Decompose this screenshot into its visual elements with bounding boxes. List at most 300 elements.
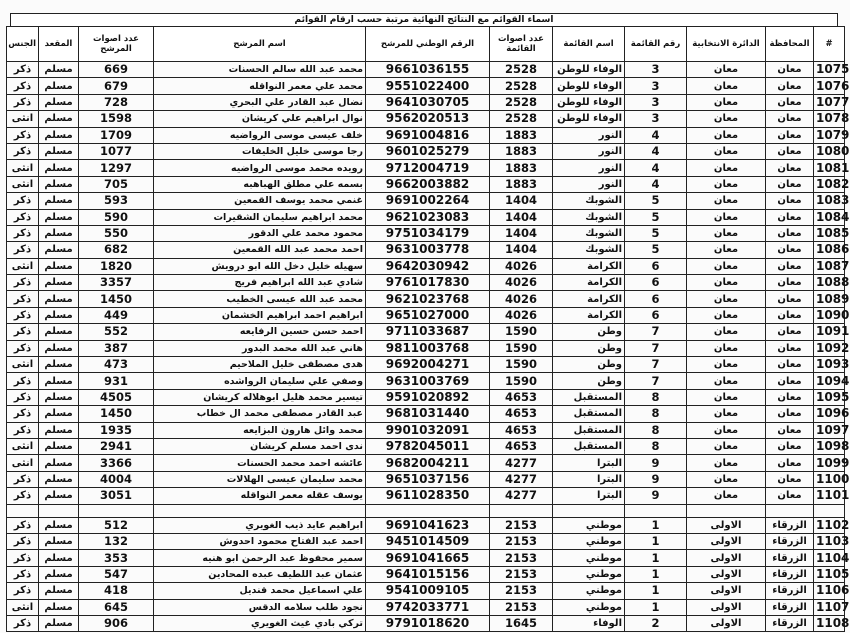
list-votes-cell: 1404: [490, 193, 553, 209]
row-index: 1097: [814, 422, 845, 438]
district-cell: معان: [687, 357, 766, 373]
table-row: [7, 62, 845, 78]
candidate-votes-cell: 931: [79, 373, 154, 389]
row-index: 1108: [814, 615, 845, 631]
national-id-cell: 9551022400: [366, 78, 490, 94]
list-votes-cell: 1590: [490, 340, 553, 356]
district-cell: معان: [687, 455, 766, 471]
seat-cell: مسلم: [39, 566, 79, 582]
gender-cell: انثى: [7, 455, 39, 471]
seat-cell: مسلم: [39, 78, 79, 94]
row-index: 1082: [814, 176, 845, 192]
list-votes-cell: 4026: [490, 291, 553, 307]
gender-cell: ذكر: [7, 193, 39, 209]
row-index: 1105: [814, 566, 845, 582]
candidate-votes-cell: 132: [79, 533, 154, 549]
header-list-name: اسم القائمة: [553, 27, 625, 62]
candidate-votes-cell: 353: [79, 550, 154, 566]
separator-cell: [814, 504, 845, 517]
district-cell: معان: [687, 209, 766, 225]
gender-cell: انثى: [7, 599, 39, 615]
gender-cell: ذكر: [7, 566, 39, 582]
list-name-cell: البترا: [553, 488, 625, 504]
separator-cell: [79, 504, 154, 517]
candidate-votes-cell: 593: [79, 193, 154, 209]
governorate-cell: معان: [766, 242, 814, 258]
table-row: [7, 176, 845, 192]
separator-cell: [687, 504, 766, 517]
candidate-votes-cell: 418: [79, 583, 154, 599]
row-index: 1089: [814, 291, 845, 307]
list-name-cell: الشوبك: [553, 225, 625, 241]
national-id-cell: 9621023083: [366, 209, 490, 225]
district-cell: معان: [687, 225, 766, 241]
national-id-cell: 9631003778: [366, 242, 490, 258]
list-number-cell: 7: [625, 373, 687, 389]
national-id-cell: 9631003769: [366, 373, 490, 389]
row-index: 1076: [814, 78, 845, 94]
national-id-cell: 9711033687: [366, 324, 490, 340]
gender-cell: ذكر: [7, 291, 39, 307]
candidate-name-cell: شادي عبد الله ابراهيم فريج: [154, 275, 366, 291]
list-votes-cell: 4653: [490, 389, 553, 405]
district-cell: معان: [687, 143, 766, 159]
seat-cell: مسلم: [39, 94, 79, 110]
row-index: 1102: [814, 517, 845, 533]
gender-cell: ذكر: [7, 533, 39, 549]
gender-cell: ذكر: [7, 324, 39, 340]
list-number-cell: 6: [625, 275, 687, 291]
national-id-cell: 9691041623: [366, 517, 490, 533]
row-index: 1101: [814, 488, 845, 504]
list-name-cell: النور: [553, 176, 625, 192]
seat-cell: مسلم: [39, 455, 79, 471]
candidate-votes-cell: 1450: [79, 406, 154, 422]
list-number-cell: 8: [625, 438, 687, 454]
list-votes-cell: 2153: [490, 517, 553, 533]
row-index: 1092: [814, 340, 845, 356]
district-cell: معان: [687, 291, 766, 307]
candidate-name-cell: محمد وائل هارون البزايعه: [154, 422, 366, 438]
row-index: 1091: [814, 324, 845, 340]
list-votes-cell: 4026: [490, 275, 553, 291]
table-row: [7, 225, 845, 241]
row-index: 1094: [814, 373, 845, 389]
gender-cell: ذكر: [7, 373, 39, 389]
gender-cell: ذكر: [7, 307, 39, 323]
seat-cell: مسلم: [39, 406, 79, 422]
list-number-cell: 7: [625, 324, 687, 340]
national-id-cell: 9642030942: [366, 258, 490, 274]
header-national-id: الرقم الوطني للمرشح: [366, 27, 490, 62]
candidate-votes-cell: 387: [79, 340, 154, 356]
seat-cell: مسلم: [39, 583, 79, 599]
list-votes-cell: 4277: [490, 488, 553, 504]
row-index: 1085: [814, 225, 845, 241]
list-votes-cell: 4277: [490, 471, 553, 487]
list-name-cell: النور: [553, 160, 625, 176]
candidate-name-cell: وصفي علي سليمان الرواشده: [154, 373, 366, 389]
gender-cell: ذكر: [7, 275, 39, 291]
seat-cell: مسلم: [39, 340, 79, 356]
candidate-name-cell: عبد القادر مصطفى محمد ال خطاب: [154, 406, 366, 422]
national-id-cell: 9641030705: [366, 94, 490, 110]
national-id-cell: 9651027000: [366, 307, 490, 323]
national-id-cell: 9791018620: [366, 615, 490, 631]
table-row: [7, 340, 845, 356]
list-votes-cell: 2153: [490, 550, 553, 566]
candidate-name-cell: ابراهيم احمد ابراهيم الخشمان: [154, 307, 366, 323]
candidate-name-cell: بسمه علي مطلق الهباهبه: [154, 176, 366, 192]
header-index: #: [814, 27, 845, 62]
list-votes-cell: 1404: [490, 225, 553, 241]
table-row: [7, 324, 845, 340]
seat-cell: مسلم: [39, 275, 79, 291]
governorate-cell: معان: [766, 176, 814, 192]
candidate-votes-cell: 3366: [79, 455, 154, 471]
list-name-cell: موطني: [553, 550, 625, 566]
table-row: [7, 615, 845, 631]
candidate-name-cell: تركي بادي غيث الغويري: [154, 615, 366, 631]
list-votes-cell: 2153: [490, 599, 553, 615]
table-row: [7, 291, 845, 307]
list-number-cell: 1: [625, 550, 687, 566]
seat-cell: مسلم: [39, 550, 79, 566]
seat-cell: مسلم: [39, 143, 79, 159]
candidate-name-cell: محمد عبد الله عيسى الخطيب: [154, 291, 366, 307]
gender-cell: ذكر: [7, 406, 39, 422]
list-votes-cell: 1590: [490, 324, 553, 340]
candidate-name-cell: ندى احمد مسلم كريشان: [154, 438, 366, 454]
table-row: [7, 389, 845, 405]
national-id-cell: 9681031440: [366, 406, 490, 422]
district-cell: الاولى: [687, 533, 766, 549]
candidate-votes-cell: 645: [79, 599, 154, 615]
district-cell: معان: [687, 406, 766, 422]
list-votes-cell: 1883: [490, 127, 553, 143]
gender-cell: ذكر: [7, 583, 39, 599]
list-number-cell: 1: [625, 583, 687, 599]
list-votes-cell: 1883: [490, 176, 553, 192]
list-votes-cell: 1404: [490, 209, 553, 225]
seat-cell: مسلم: [39, 225, 79, 241]
row-index: 1083: [814, 193, 845, 209]
gender-cell: انثى: [7, 357, 39, 373]
candidate-votes-cell: 550: [79, 225, 154, 241]
list-number-cell: 2: [625, 615, 687, 631]
list-number-cell: 1: [625, 533, 687, 549]
row-index: 1088: [814, 275, 845, 291]
results-body: [7, 62, 850, 632]
row-index: 1098: [814, 438, 845, 454]
gender-cell: ذكر: [7, 340, 39, 356]
table-row: [7, 533, 845, 549]
gender-cell: ذكر: [7, 488, 39, 504]
candidate-votes-cell: 552: [79, 324, 154, 340]
district-cell: معان: [687, 307, 766, 323]
separator-cell: [553, 504, 625, 517]
governorate-cell: الزرقاء: [766, 517, 814, 533]
list-votes-cell: 4026: [490, 258, 553, 274]
gender-cell: انثى: [7, 111, 39, 127]
district-cell: معان: [687, 78, 766, 94]
seat-cell: مسلم: [39, 160, 79, 176]
candidate-name-cell: احمد عبد الفتاح محمود احدوش: [154, 533, 366, 549]
table-row: [7, 488, 845, 504]
candidate-votes-cell: 4004: [79, 471, 154, 487]
district-cell: معان: [687, 258, 766, 274]
table-row: [7, 566, 845, 582]
candidate-name-cell: نوال ابراهيم علي كريشان: [154, 111, 366, 127]
list-name-cell: المستقبل: [553, 422, 625, 438]
header-candidate-name: اسم المرشح: [154, 27, 366, 62]
list-number-cell: 3: [625, 62, 687, 78]
district-cell: معان: [687, 471, 766, 487]
candidate-name-cell: ابراهيم عايد ذيب الغويري: [154, 517, 366, 533]
governorate-cell: معان: [766, 389, 814, 405]
district-cell: معان: [687, 176, 766, 192]
group-separator-row: [7, 504, 845, 517]
candidate-votes-cell: 473: [79, 357, 154, 373]
governorate-cell: معان: [766, 275, 814, 291]
candidate-name-cell: احمد حسن حسين الرفايعه: [154, 324, 366, 340]
candidate-votes-cell: 1820: [79, 258, 154, 274]
governorate-cell: الزرقاء: [766, 550, 814, 566]
table-row: [7, 94, 845, 110]
table-row: [7, 438, 845, 454]
governorate-cell: معان: [766, 373, 814, 389]
list-name-cell: البترا: [553, 455, 625, 471]
list-name-cell: البترا: [553, 471, 625, 487]
national-id-cell: 9611028350: [366, 488, 490, 504]
governorate-cell: معان: [766, 471, 814, 487]
list-name-cell: موطني: [553, 533, 625, 549]
national-id-cell: 9651037156: [366, 471, 490, 487]
gender-cell: ذكر: [7, 615, 39, 631]
list-number-cell: 6: [625, 307, 687, 323]
seat-cell: مسلم: [39, 471, 79, 487]
national-id-cell: 9601025279: [366, 143, 490, 159]
candidate-name-cell: غنمي محمد يوسف القمعين: [154, 193, 366, 209]
header-governorate: المحافظة: [766, 27, 814, 62]
candidate-name-cell: سمير محفوظ عبد الرحمن ابو هنيه: [154, 550, 366, 566]
gender-cell: ذكر: [7, 143, 39, 159]
list-votes-cell: 2528: [490, 94, 553, 110]
candidate-votes-cell: 906: [79, 615, 154, 631]
gender-cell: انثى: [7, 258, 39, 274]
seat-cell: مسلم: [39, 389, 79, 405]
table-row: [7, 599, 845, 615]
candidate-votes-cell: 3357: [79, 275, 154, 291]
governorate-cell: معان: [766, 258, 814, 274]
row-index: 1086: [814, 242, 845, 258]
candidate-name-cell: سهيله خليل دخل الله ابو درويش: [154, 258, 366, 274]
list-votes-cell: 1883: [490, 160, 553, 176]
list-name-cell: الشوبك: [553, 242, 625, 258]
national-id-cell: 9751034179: [366, 225, 490, 241]
header-row: [7, 27, 845, 62]
governorate-cell: معان: [766, 340, 814, 356]
row-index: 1087: [814, 258, 845, 274]
list-name-cell: النور: [553, 143, 625, 159]
list-number-cell: 5: [625, 193, 687, 209]
list-votes-cell: 1404: [490, 242, 553, 258]
candidate-votes-cell: 3051: [79, 488, 154, 504]
national-id-cell: 9761017830: [366, 275, 490, 291]
gender-cell: ذكر: [7, 517, 39, 533]
list-name-cell: النور: [553, 127, 625, 143]
list-name-cell: موطني: [553, 599, 625, 615]
list-votes-cell: 2153: [490, 566, 553, 582]
table-row: [7, 209, 845, 225]
seat-cell: مسلم: [39, 422, 79, 438]
row-index: 1103: [814, 533, 845, 549]
list-name-cell: المستقبل: [553, 389, 625, 405]
row-index: 1079: [814, 127, 845, 143]
list-votes-cell: 2528: [490, 78, 553, 94]
governorate-cell: معان: [766, 94, 814, 110]
candidate-name-cell: تيسير محمد هليل ابوهلاله كريشان: [154, 389, 366, 405]
list-votes-cell: 1590: [490, 357, 553, 373]
governorate-cell: معان: [766, 438, 814, 454]
list-number-cell: 5: [625, 225, 687, 241]
table-row: [7, 127, 845, 143]
seat-cell: مسلم: [39, 127, 79, 143]
table-row: [7, 455, 845, 471]
gender-cell: ذكر: [7, 225, 39, 241]
district-cell: معان: [687, 275, 766, 291]
row-index: 1093: [814, 357, 845, 373]
candidate-votes-cell: 1598: [79, 111, 154, 127]
governorate-cell: الزرقاء: [766, 615, 814, 631]
candidate-votes-cell: 1709: [79, 127, 154, 143]
list-votes-cell: 4653: [490, 406, 553, 422]
governorate-cell: معان: [766, 143, 814, 159]
row-index: 1106: [814, 583, 845, 599]
separator-cell: [7, 504, 39, 517]
list-name-cell: الوفاء للوطن: [553, 94, 625, 110]
district-cell: الاولى: [687, 566, 766, 582]
district-cell: معان: [687, 340, 766, 356]
seat-cell: مسلم: [39, 615, 79, 631]
candidate-name-cell: محمد سليمان عيسى الهلالات: [154, 471, 366, 487]
header-seat: المقعد: [39, 27, 79, 62]
gender-cell: ذكر: [7, 550, 39, 566]
candidate-votes-cell: 590: [79, 209, 154, 225]
national-id-cell: 9712004719: [366, 160, 490, 176]
table-row: [7, 78, 845, 94]
list-number-cell: 3: [625, 94, 687, 110]
governorate-cell: معان: [766, 406, 814, 422]
governorate-cell: معان: [766, 357, 814, 373]
candidate-votes-cell: 4505: [79, 389, 154, 405]
list-name-cell: وطن: [553, 340, 625, 356]
governorate-cell: معان: [766, 291, 814, 307]
candidate-votes-cell: 2941: [79, 438, 154, 454]
list-name-cell: وطن: [553, 357, 625, 373]
district-cell: معان: [687, 389, 766, 405]
list-number-cell: 6: [625, 258, 687, 274]
list-number-cell: 3: [625, 111, 687, 127]
row-index: 1084: [814, 209, 845, 225]
list-number-cell: 3: [625, 78, 687, 94]
candidate-name-cell: محمود محمد علي الدقور: [154, 225, 366, 241]
seat-cell: مسلم: [39, 258, 79, 274]
candidate-name-cell: احمد محمد عبد الله القمعين: [154, 242, 366, 258]
table-row: [7, 373, 845, 389]
district-cell: معان: [687, 160, 766, 176]
seat-cell: مسلم: [39, 373, 79, 389]
candidate-name-cell: نضال عبد القادر علي البحري: [154, 94, 366, 110]
governorate-cell: معان: [766, 307, 814, 323]
governorate-cell: معان: [766, 111, 814, 127]
national-id-cell: 9641015156: [366, 566, 490, 582]
district-cell: معان: [687, 324, 766, 340]
candidate-name-cell: نجود طلب سلامه الدقس: [154, 599, 366, 615]
governorate-cell: معان: [766, 488, 814, 504]
table-row: [7, 422, 845, 438]
national-id-cell: 9661036155: [366, 62, 490, 78]
candidate-votes-cell: 669: [79, 62, 154, 78]
seat-cell: مسلم: [39, 599, 79, 615]
row-index: 1099: [814, 455, 845, 471]
gender-cell: ذكر: [7, 94, 39, 110]
candidate-name-cell: عثمان عبد اللطيف عبده المحادين: [154, 566, 366, 582]
governorate-cell: معان: [766, 225, 814, 241]
candidate-name-cell: هدى مصطفى خليل الملاحيم: [154, 357, 366, 373]
separator-cell: [766, 504, 814, 517]
document-title: اسماء القوائم مع النتائج النهائية مرتبة حسب ارقام القوائم: [10, 13, 838, 27]
list-name-cell: الشوبك: [553, 193, 625, 209]
list-number-cell: 4: [625, 127, 687, 143]
seat-cell: مسلم: [39, 291, 79, 307]
list-number-cell: 8: [625, 422, 687, 438]
table-row: [7, 517, 845, 533]
candidate-name-cell: يوسف عقله معمر النواقله: [154, 488, 366, 504]
row-index: 1096: [814, 406, 845, 422]
list-votes-cell: 2528: [490, 62, 553, 78]
seat-cell: مسلم: [39, 193, 79, 209]
list-votes-cell: 1645: [490, 615, 553, 631]
row-index: 1095: [814, 389, 845, 405]
seat-cell: مسلم: [39, 488, 79, 504]
table-row: [7, 258, 845, 274]
candidate-name-cell: خلف عيسى موسى الرواضيه: [154, 127, 366, 143]
district-cell: معان: [687, 242, 766, 258]
list-name-cell: الوفاء للوطن: [553, 111, 625, 127]
governorate-cell: معان: [766, 127, 814, 143]
list-name-cell: المستقبل: [553, 406, 625, 422]
list-name-cell: الكرامة: [553, 291, 625, 307]
national-id-cell: 9782045011: [366, 438, 490, 454]
list-name-cell: وطن: [553, 324, 625, 340]
list-name-cell: موطني: [553, 583, 625, 599]
governorate-cell: معان: [766, 78, 814, 94]
table-row: [7, 111, 845, 127]
national-id-cell: 9451014509: [366, 533, 490, 549]
list-votes-cell: 2153: [490, 583, 553, 599]
candidate-votes-cell: 449: [79, 307, 154, 323]
list-number-cell: 4: [625, 143, 687, 159]
national-id-cell: 9691002264: [366, 193, 490, 209]
gender-cell: انثى: [7, 160, 39, 176]
candidate-votes-cell: 705: [79, 176, 154, 192]
table-row: [7, 550, 845, 566]
gender-cell: ذكر: [7, 78, 39, 94]
separator-cell: [625, 504, 687, 517]
seat-cell: مسلم: [39, 111, 79, 127]
header-gender: الجنس: [7, 27, 39, 62]
